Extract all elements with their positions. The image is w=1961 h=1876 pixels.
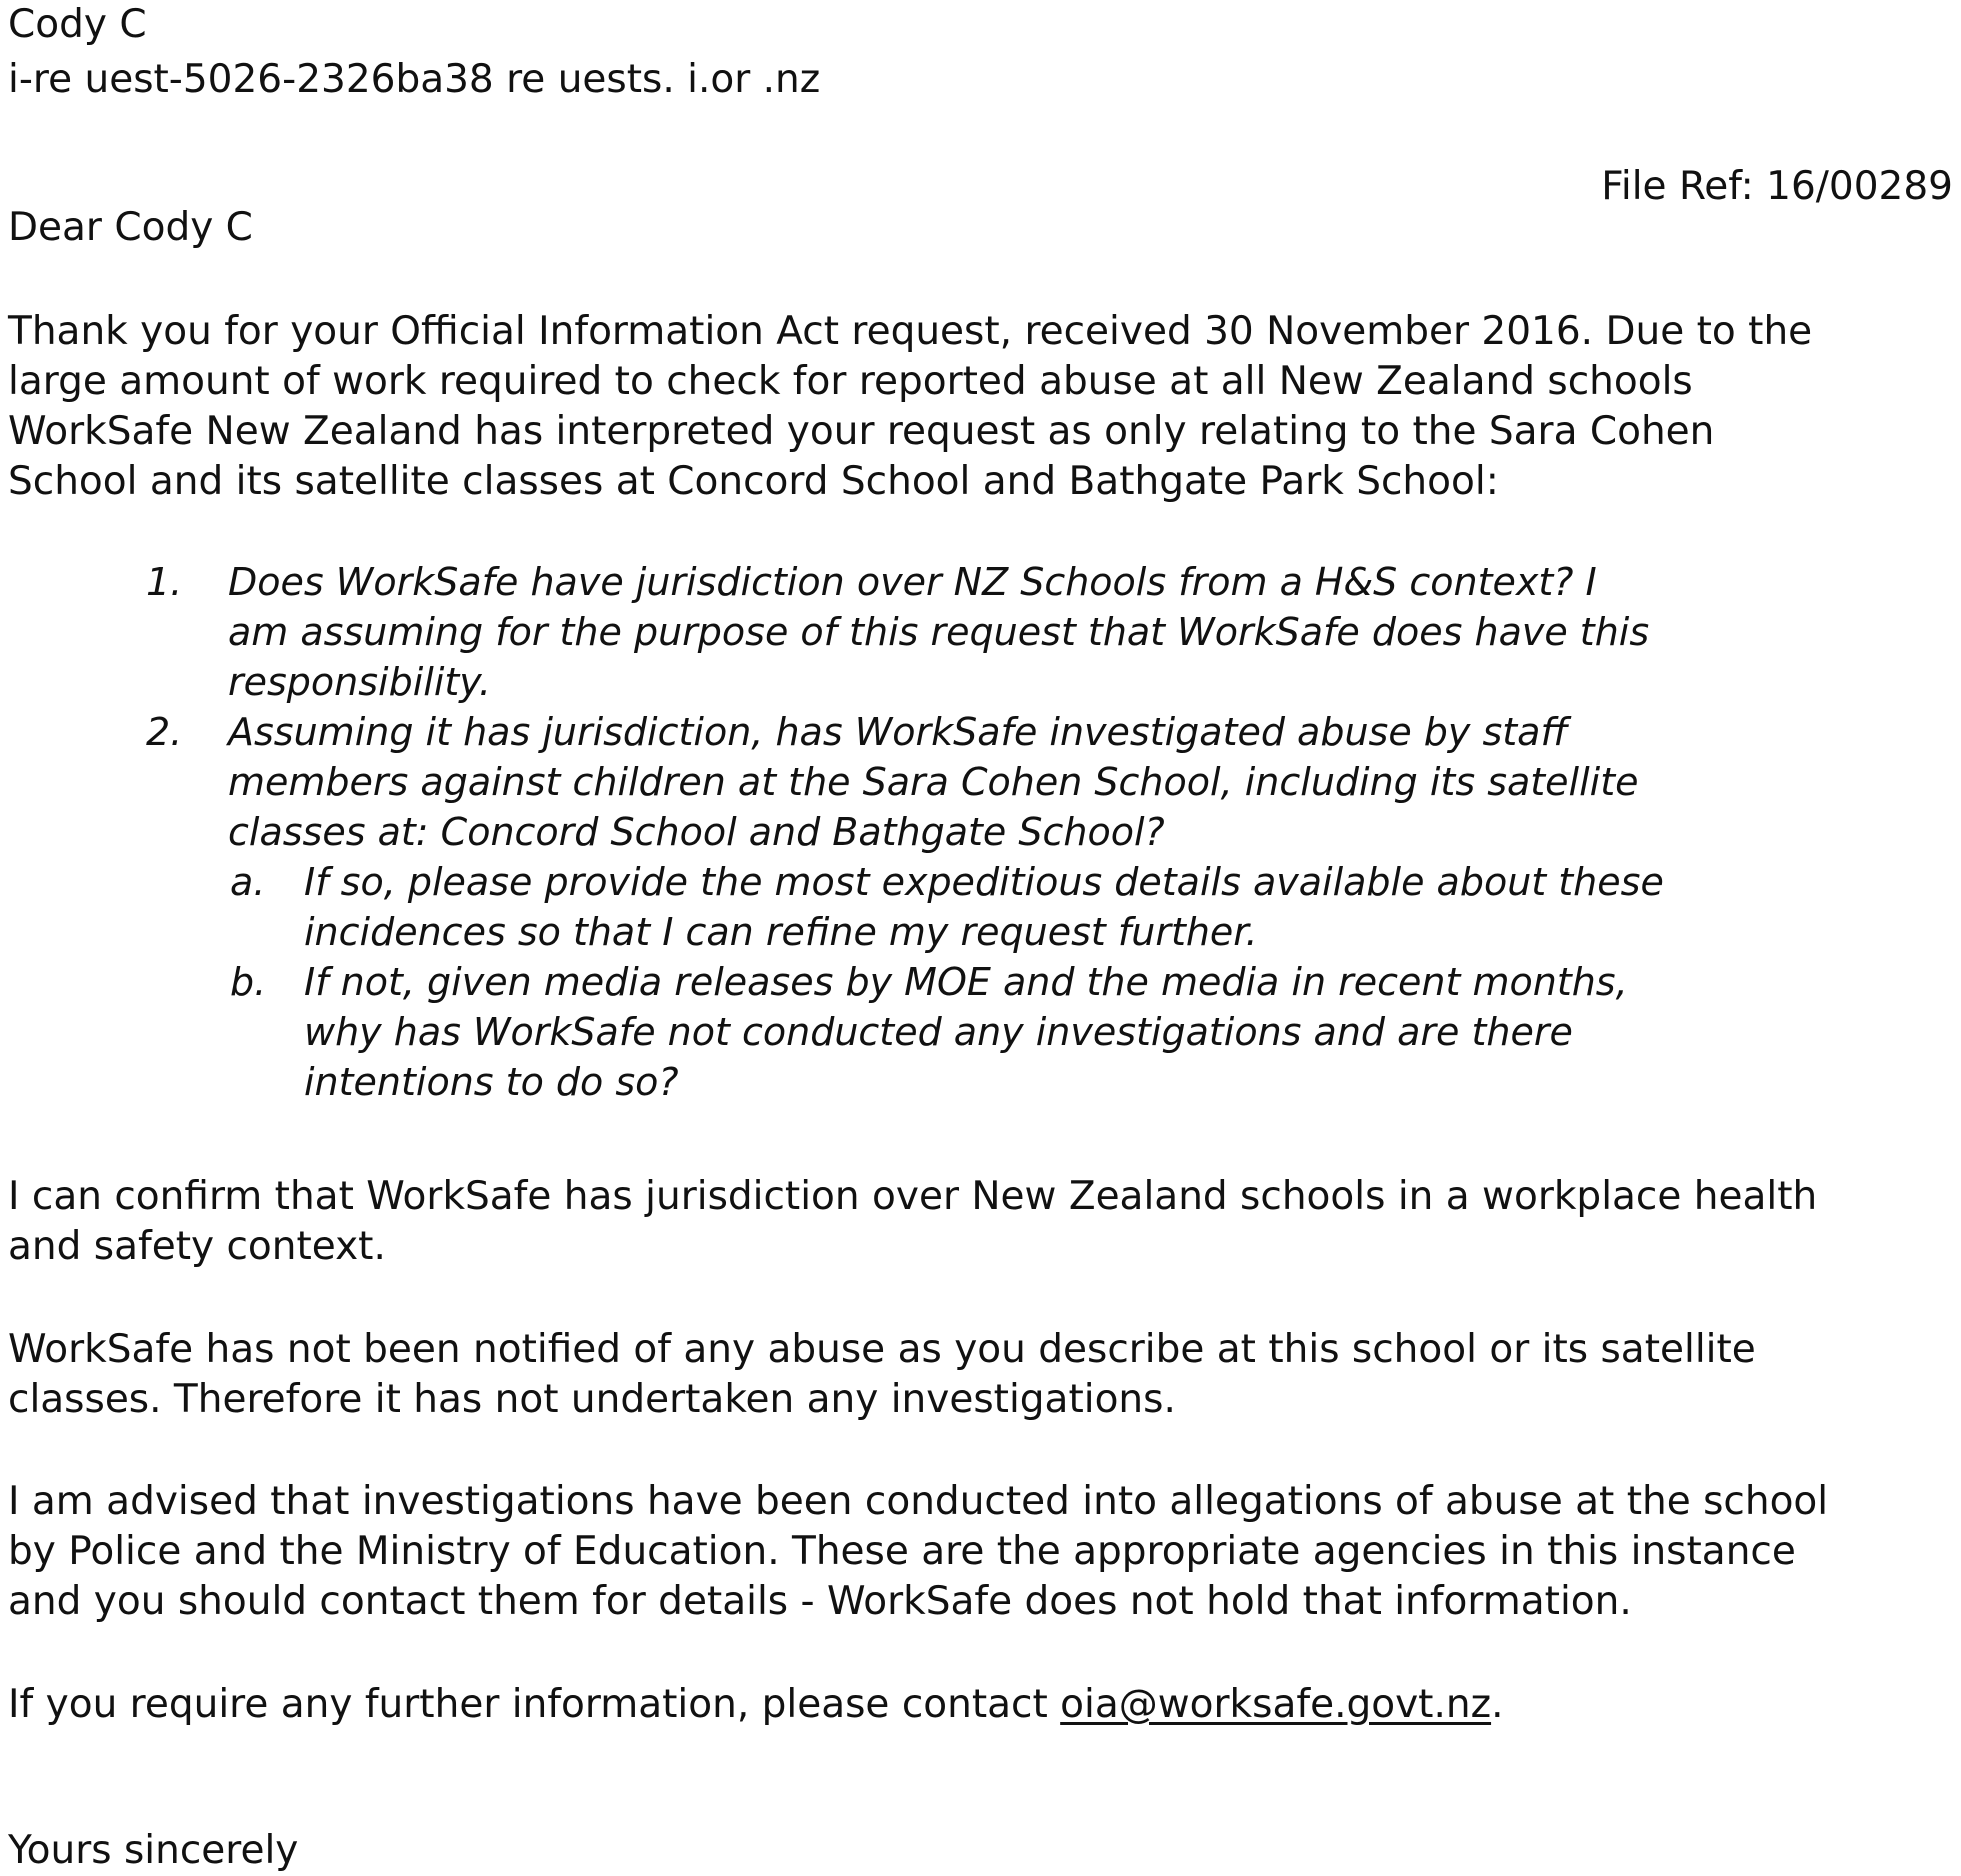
request-item-line: members against children at the Sara Cohen School, including its satellite (228, 760, 1639, 804)
contact-prefix: If you require any further information, please contact (8, 1682, 1061, 1727)
request-item-line: Assuming it has jurisdiction, has WorkSafe investigated abuse by staff (228, 710, 1568, 754)
sub-item-letter: a. (230, 860, 266, 904)
request-item-text (228, 557, 1649, 707)
request-item-line: responsibility. (228, 660, 491, 704)
response-paragraph-jurisdiction (8, 1172, 1817, 1272)
request-item-line: am assuming for the purpose of this request that WorkSafe does have this (228, 610, 1650, 654)
response-paragraph-notification (8, 1325, 1756, 1425)
request-item-text (228, 707, 1639, 857)
recipient-email: i-re uest-5026-2326ba38 re uests. i.or .nz (8, 57, 821, 102)
response-line: WorkSafe has not been notified of any abuse as you describe at this school or its satellite (8, 1327, 1756, 1372)
recipient-name: Cody C (8, 2, 147, 47)
contact-email-link[interactable]: oia@worksafe.govt.nz (1060, 1682, 1492, 1727)
sub-item-text (304, 957, 1628, 1107)
salutation: Dear Cody C (8, 205, 253, 250)
response-line: I can confirm that WorkSafe has jurisdiction over New Zealand schools in a workplace health (8, 1174, 1818, 1219)
sub-item-line: incidences so that I can refine my request further. (304, 910, 1258, 954)
sub-item-line: If not, given media releases by MOE and the media in recent months, (304, 960, 1628, 1004)
closing: Yours sincerely (8, 1828, 299, 1873)
response-line: by Police and the Ministry of Education. These are the appropriate agencies in this instance (8, 1529, 1796, 1574)
contact-suffix: . (1491, 1682, 1504, 1727)
intro-paragraph (8, 307, 1812, 507)
response-line: and you should contact them for details - WorkSafe does not hold that information. (8, 1579, 1632, 1624)
sub-item-letter: b. (230, 960, 267, 1004)
sub-item-line: intentions to do so? (304, 1060, 679, 1104)
response-line: classes. Therefore it has not undertaken any investigations. (8, 1377, 1176, 1422)
intro-line: WorkSafe New Zealand has interpreted your request as only relating to the Sara Cohen (8, 409, 1715, 454)
request-item-number: 2. (146, 710, 183, 754)
response-line: and safety context. (8, 1224, 386, 1269)
sub-item-text (304, 857, 1664, 957)
file-reference: File Ref: 16/00289 (1601, 164, 1953, 209)
request-item-line: Does WorkSafe have jurisdiction over NZ Schools from a H&S context? I (228, 560, 1597, 604)
contact-line (8, 1680, 1503, 1730)
sub-item-line: If so, please provide the most expeditious details available about these (304, 860, 1664, 904)
intro-line: School and its satellite classes at Concord School and Bathgate Park School: (8, 459, 1499, 504)
request-item-line: classes at: Concord School and Bathgate School? (228, 810, 1165, 854)
intro-line: large amount of work required to check for reported abuse at all New Zealand schools (8, 359, 1693, 404)
sub-item-line: why has WorkSafe not conducted any investigations and are there (304, 1010, 1573, 1054)
request-item-number: 1. (146, 560, 183, 604)
intro-line: Thank you for your Official Information Act request, received 30 November 2016. Due to the (8, 309, 1813, 354)
response-paragraph-investigations (8, 1477, 1828, 1627)
response-line: I am advised that investigations have been conducted into allegations of abuse at the school (8, 1479, 1829, 1524)
letter-page (8, 0, 1953, 1875)
